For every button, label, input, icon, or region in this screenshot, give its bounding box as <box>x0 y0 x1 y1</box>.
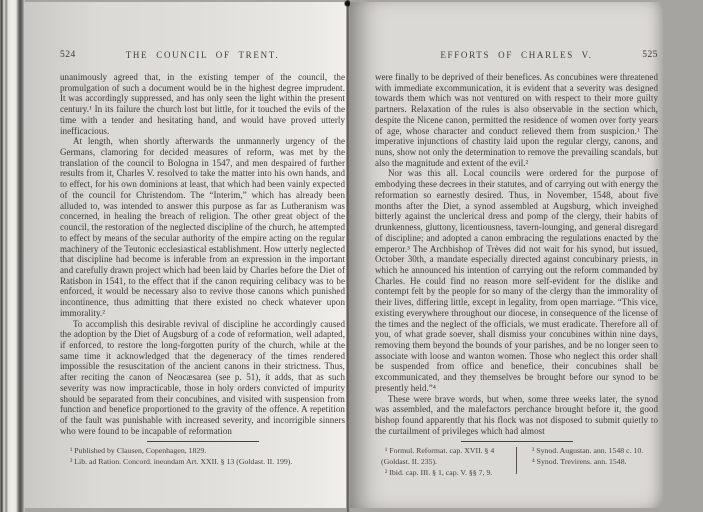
left-page-footnotes <box>60 446 345 467</box>
body-paragraph: Nor was this all. Local councils were ordered for the purpose of embodying these decrees in their statutes, and of carrying out with energy the reformation so earnestly desired. Thus, in November, 1548, about five months after the Diet, a synod assembled at Augsburg, which inveighed bitterly against the unclerical dress and pomp of the clergy, their habits of drunkenness, gluttony, licentiousness, tavern-lounging, and general disregard of discipline; and adopted a canon embracing the regulations enacted by the emperor.³ The Archbishop of Trèves did not wait for his synod, but issued, October 30th, a mandate especially directed against concubinary priests, in which he announced his intention of carrying out the reform commanded by Charles. He could find no reason more self-evident for the dislike and contempt felt by the people for so many of the clergy than the immorality of their lives, differing little, except in legality, from open marriage. “This vice, existing everywhere throughout our diocese, in consequence of the license of the times and the neglect of the officials, we must eradicate. Therefore all of you, of what grade soever, shall dismiss your concubines within nine days, removing them beyond the bounds of your parishes, and be no longer seen to associate with loose and wanton women. Those who neglect this order shall be suspended from office and benefice, their concubines shall be excommunicated, and they themselves be brought before our synod to be presently held.”⁴ <box>375 168 658 393</box>
right-page-footnotes <box>375 446 658 478</box>
body-paragraph: To accomplish this desirable revival of discipline he accordingly caused the adoption by the Diet of Augsburg of a code of reformation, well adapted, if enforced, to restore the long-forgotten purity of the church, while at the same time it acknowledged that the degeneracy of the times rendered impossible the resuscitation of the ancient canons in their strictness. Thus, after reciting the canon of Neocæsarea (see p. 51), it adds, that as such severity was now impracticable, those in holy orders convicted of impurity should be separated from their concubines, and visited with suspension from function and benefice proportioned to the gravity of the offence. A repetition of the fault was punishable with increased severity, and incorrigible sinners who were found to be incapable of reformation <box>60 318 345 436</box>
book-page-edges <box>0 0 25 512</box>
footnote-column-divider <box>516 447 517 474</box>
right-running-title: EFFORTS OF CHARLES V. <box>440 50 593 60</box>
left-running-title: THE COUNCIL OF TRENT. <box>125 50 280 60</box>
right-page-header <box>375 50 658 64</box>
footnote-rule <box>147 441 259 442</box>
right-page <box>350 2 663 508</box>
body-paragraph: unanimously agreed that, in the existing temper of the council, the promulgation of such a document would be in the highest degree imprudent. It was accordingly suppressed, and has only seen the light within the present century.¹ In its failure the church lost but little, for it touched the evils of the time with a tender and hesitating hand, and would have proved utterly inefficacious. <box>60 72 345 136</box>
left-page-body <box>60 72 345 436</box>
footnote: ¹ Formul. Reformat. cap. XVII. § 4 (Goldast. II. 235). <box>381 446 495 467</box>
body-paragraph: were finally to be deprived of their benefices. As concubines were threatened with immediate excommunication, it is evident that a severity was designed towards them which was not ventured on with respect to their more guilty partners. Relaxation of the rules is also observable in the section which, despite the Nicene canon, permitted the residence of women over forty years of age, whose character and conduct relieved them from suspicion.¹ The imperative injunctions of chastity laid upon the regular clergy, canons, and nuns, show not only the determination to remove the prevailing scandals, but also the magnitude and extent of the evil.² <box>375 72 658 168</box>
left-page-number: 524 <box>60 50 76 60</box>
body-paragraph: These were brave words, but when, some three weeks later, the synod was assembled, and the malefactors perchance brought before it, the good bishop found apparently that his flock was not disposed to submit quietly to the curtailment of privileges which had almost <box>375 393 658 436</box>
body-paragraph: At length, when shortly afterwards the unmannerly urgency of the Germans, clamoring for decided measures of reform, was met by the translation of the council to Bologna in 1547, and men despaired of further results from it, Charles V. resolved to take the matter into his own hands, and to effect, for his own dominions at least, that which had been vainly expected of the council for Christendom. The “Interim,” which has already been alluded to, was intended to answer this purpose as far as Lutheranism was concerned, in healing the breach of religion. The other great object of the council, the restoration of the neglected discipline of the church, he attempted to effect by means of the secular authority of the empire acting on the regular machinery of the Teutonic ecclesiastical establishment. How utterly neglected that discipline had become is inferable from an expression in the important and carefully drawn project which had been laid by Charles before the Diet of Ratisbon in 1541, to the effect that if the canon requiring celibacy was to be enforced, it would be necessary also to revive those canons which punished incontinence, thus admitting that there existed no check whatever upon immorality.² <box>60 136 345 318</box>
left-page <box>24 2 346 508</box>
right-page-number: 525 <box>642 50 658 60</box>
left-page-header <box>60 50 345 64</box>
footnote: ² Ibid. cap. III. § 1, cap. V. §§ 7, 9. <box>385 467 493 477</box>
footnote-column-left <box>375 446 511 478</box>
footnote: ⁴ Synod. Trevirens. ann. 1548. <box>531 457 627 467</box>
footnote: ¹ Published by Clausen, Copenhagen, 1829. <box>70 446 207 456</box>
right-page-body <box>375 72 658 436</box>
footnote-column-right <box>522 446 658 478</box>
footnote-rule <box>461 441 573 442</box>
footnote: ³ Synod. Augustan. ann. 1548 c. 10. <box>531 446 644 456</box>
footnote: ² Lib. ad Ration. Concord. ineundam Art. XXII. § 13 (Goldast. II. 199). <box>70 457 293 467</box>
